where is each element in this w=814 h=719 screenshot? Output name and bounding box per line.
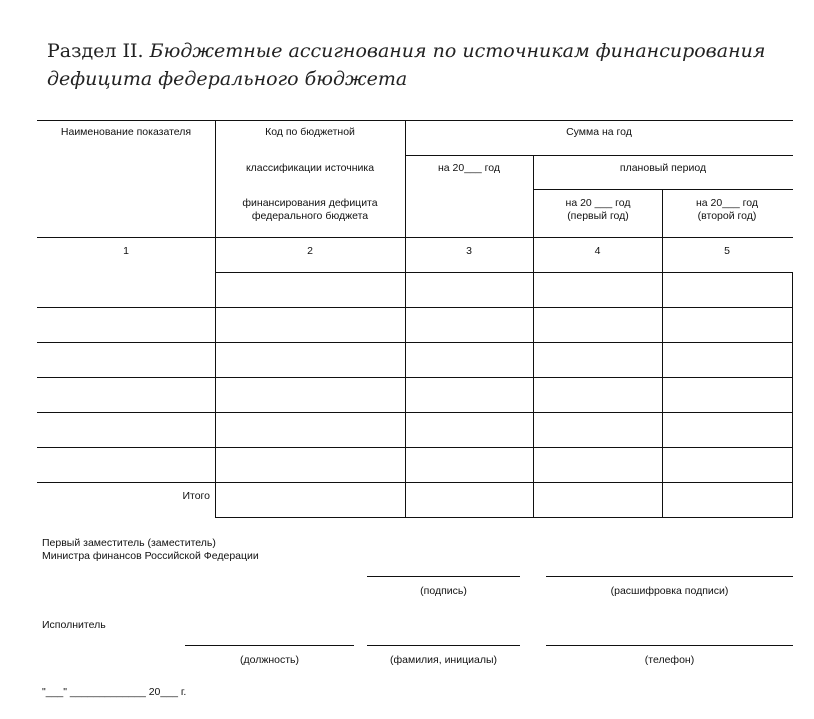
header-divider [533,189,793,190]
header-indicator-name: Наименование показателя [60,126,192,138]
position-line[interactable] [185,645,354,646]
table-top-border [37,120,793,121]
header-code-line3: финансирования дефицита федерального бюджета [242,197,378,222]
header-divider [405,155,793,156]
row-divider [37,307,793,308]
signature-decoding-label: (расшифровка подписи) [610,585,729,597]
header-first-year: на 20 ___ год (первый год) [565,197,631,222]
phone-label: (телефон) [644,654,695,666]
header-planned-period: плановый период [619,162,707,174]
column-number: 2 [307,245,313,257]
column-divider [215,120,216,518]
section-title-text-2: дефицита федерального бюджета [47,68,408,90]
position-label: (должность) [239,654,300,666]
total-label: Итого [182,490,210,502]
row-divider [37,447,793,448]
row-divider [37,482,793,483]
row-divider [215,272,793,273]
header-second-year: на 20___ год (второй год) [695,197,758,222]
header-bottom-border [37,237,793,238]
official-title-line2: Министра финансов Российской Федерации [42,550,259,562]
header-year: на 20___ год [437,162,500,174]
table-bottom-border [215,517,793,518]
row-divider [37,377,793,378]
name-line[interactable] [367,645,520,646]
column-divider [533,155,534,518]
column-divider [405,120,406,518]
header-code-line1: Код по бюджетной [265,126,355,138]
row-divider [37,412,793,413]
header-code-line2: классификации источника [245,162,375,174]
header-sum: Сумма на год [566,126,632,138]
date-field[interactable]: "___" _____________ 20___ г. [42,686,187,698]
signature-decoding-line[interactable] [546,576,793,577]
signature-label: (подпись) [420,585,467,597]
section-title-line2 [47,68,407,90]
section-number: Раздел II. [47,40,144,62]
row-divider [37,342,793,343]
name-label: (фамилия, инициалы) [390,654,497,666]
official-title-line1: Первый заместитель (заместитель) [42,537,216,549]
section-title-line1 [47,40,765,62]
phone-line[interactable] [546,645,793,646]
section-title-text: Бюджетные ассигнования по источникам финансирования [149,40,766,62]
column-number: 1 [123,245,129,257]
table-right-border [792,272,793,518]
executor-label: Исполнитель [42,619,106,631]
signature-line[interactable] [367,576,520,577]
column-number: 4 [594,245,601,257]
column-number: 3 [466,245,472,257]
column-divider [662,189,663,518]
column-number: 5 [724,245,730,257]
